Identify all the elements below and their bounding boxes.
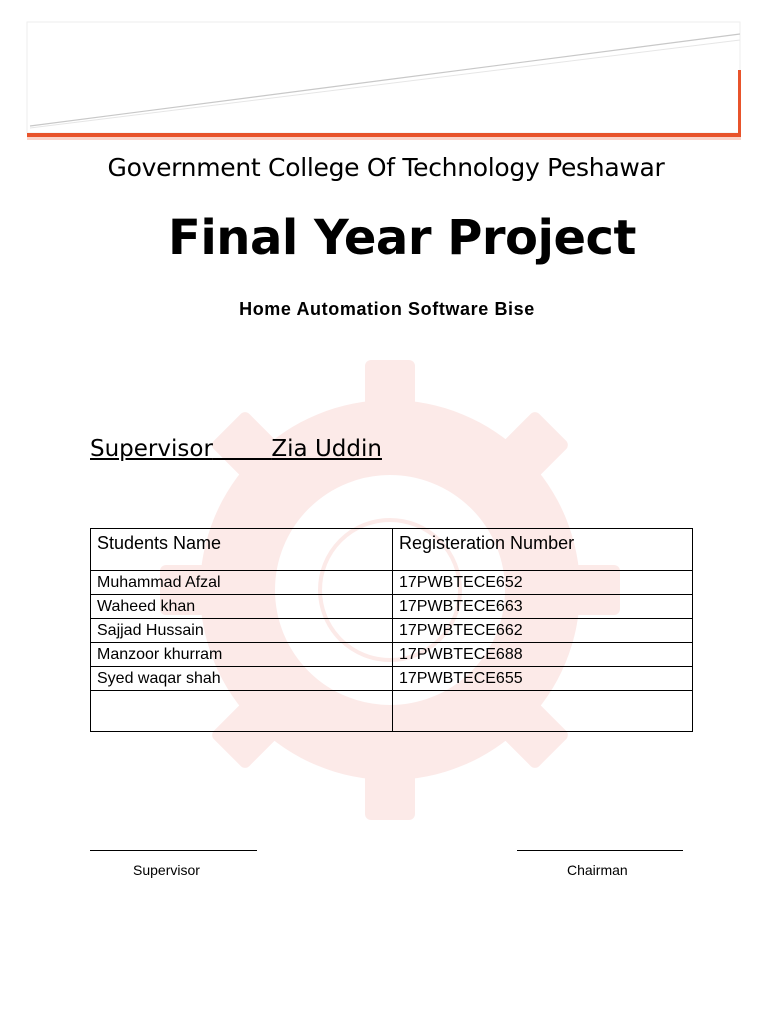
supervisor-signature-label: Supervisor [133, 862, 200, 878]
student-name-cell [91, 691, 393, 732]
supervisor-line [90, 436, 382, 462]
table-header-row [91, 529, 693, 571]
header-accent-bar [27, 133, 741, 137]
chairman-signature-line [517, 850, 683, 851]
college-name: Government College Of Technology Peshawar [107, 153, 665, 182]
student-name-cell: Muhammad Afzal [91, 571, 393, 595]
table-row [91, 571, 693, 595]
table-row [91, 619, 693, 643]
column-header-registration-number: Registeration Number [393, 529, 693, 571]
registration-number-cell: 17PWBTECE655 [393, 667, 693, 691]
registration-number-cell: 17PWBTECE663 [393, 595, 693, 619]
registration-number-cell [393, 691, 693, 732]
registration-number-cell: 17PWBTECE662 [393, 619, 693, 643]
student-name-cell: Sajjad Hussain [91, 619, 393, 643]
student-name-cell: Manzoor khurram [91, 643, 393, 667]
supervisor-signature-line [90, 850, 257, 851]
students-table [90, 528, 693, 732]
supervisor-label: Supervisor [90, 436, 213, 462]
chairman-signature-label: Chairman [567, 862, 628, 878]
page-title: Final Year Project [168, 210, 636, 266]
table-row [91, 595, 693, 619]
student-name-cell: Waheed khan [91, 595, 393, 619]
table-row [91, 667, 693, 691]
project-subtitle: Home Automation Software Bise [239, 299, 535, 319]
supervisor-name: Zia Uddin [271, 436, 382, 462]
table-row-empty [91, 691, 693, 732]
registration-number-cell: 17PWBTECE652 [393, 571, 693, 595]
column-header-students-name: Students Name [91, 529, 393, 571]
table-row [91, 643, 693, 667]
student-name-cell: Syed waqar shah [91, 667, 393, 691]
header-banner [0, 0, 768, 150]
registration-number-cell: 17PWBTECE688 [393, 643, 693, 667]
